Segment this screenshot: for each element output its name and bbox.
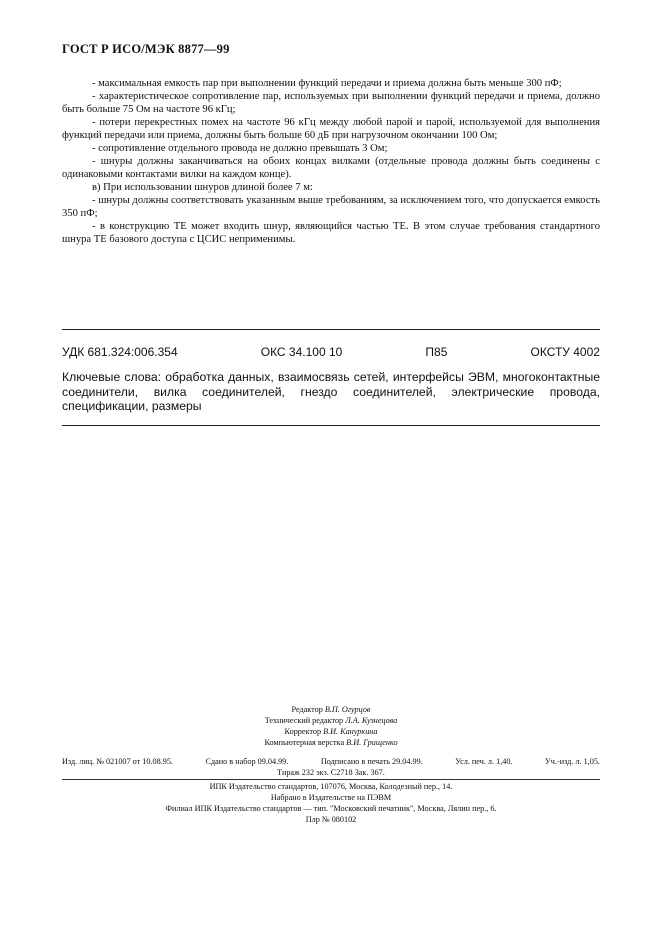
paragraph: в) При использовании шнуров длиной более 7 м: (92, 182, 313, 193)
licence-number: Изд. лиц. № 021007 от 10.08.95. (62, 757, 173, 766)
uch-sheets: Уч.-изд. л. 1,05. (545, 757, 600, 766)
publisher-line: Плр № 080102 (305, 815, 357, 824)
paragraph: - максимальная емкость пар при выполнении функций передачи и приема должна быть меньше 300 пФ; (92, 78, 562, 89)
paragraph: - в конструкцию ТЕ может входить шнур, являющийся частью ТЕ. В этом случае требования стандартного шнура ТЕ базового доступа с ЦСИС неприменимы. (62, 221, 600, 245)
keywords: Ключевые слова: обработка данных, взаимосвязь сетей, интерфейсы ЭВМ, многоконтактные соединители, вилка соединителей, гнездо соединителей, электрические провода, спецификации, размеры (62, 370, 600, 413)
p-code: П85 (425, 345, 448, 359)
oks-code: ОКС 34.100 10 (260, 345, 343, 359)
usl-sheets: Усл. печ. л. 1,40. (455, 757, 513, 766)
body-text (62, 77, 600, 246)
publisher-line: ИПК Издательство стандартов, 107076, Москва, Колодезный пер., 14. (209, 782, 453, 791)
paragraph: - шнуры должны соответствовать указанным выше требованиям, за исключением того, что допускается емкость 350 пФ; (62, 195, 600, 219)
credit-corrector: Корректор В.И. Кануркина (284, 727, 378, 736)
paragraph: - характеристическое сопротивление пар, используемых при выполнении функций передачи и приема, должно быть больше 75 Ом на частоте 96 кГц; (62, 91, 600, 115)
okstu-code: ОКСТУ 4002 (530, 345, 600, 359)
classification-line (62, 345, 600, 359)
credit-tech-editor: Технический редактор Л.А. Кузнецова (264, 716, 398, 725)
print-run: Тираж 232 экз. С2718 Зак. 367. (277, 768, 385, 777)
divider-top (62, 329, 600, 330)
publisher-line: Филиал ИПК Издательство стандартов — тип. "Московский печатник", Москва, Лялин пер., 6. (165, 804, 497, 813)
licence-info (62, 756, 600, 778)
document-header: ГОСТ Р ИСО/МЭК 8877—99 (62, 42, 230, 56)
publisher-line: Набрано в Издательстве на ПЭВМ (270, 793, 392, 802)
divider-publisher (62, 779, 600, 780)
signed-date: Подписано в печать 29.04.99. (320, 757, 423, 766)
credit-editor: Редактор В.П. Огурцов (291, 705, 371, 714)
sent-date: Сдано в набор 09.04.99. (205, 757, 289, 766)
credits (62, 704, 600, 748)
credit-layout: Компьютерная верстка В.И. Грищенко (264, 738, 398, 747)
udk-code: УДК 681.324:006.354 (62, 345, 178, 359)
paragraph: - шнуры должны заканчиваться на обоих концах вилками (отдельные провода должны быть соединены с одинаковыми контактами вилки на каждом конце). (62, 156, 600, 180)
paragraph: - сопротивление отдельного провода не должно превышать 3 Ом; (92, 143, 388, 154)
paragraph: - потери перекрестных помех на частоте 96 кГц между любой парой и парой, используемой для выполнения функций передачи или приема, должны быть больше 60 дБ при нагрузочном окончании 100 Ом; (62, 117, 600, 141)
publisher-info (62, 781, 600, 825)
divider-bottom (62, 425, 600, 426)
